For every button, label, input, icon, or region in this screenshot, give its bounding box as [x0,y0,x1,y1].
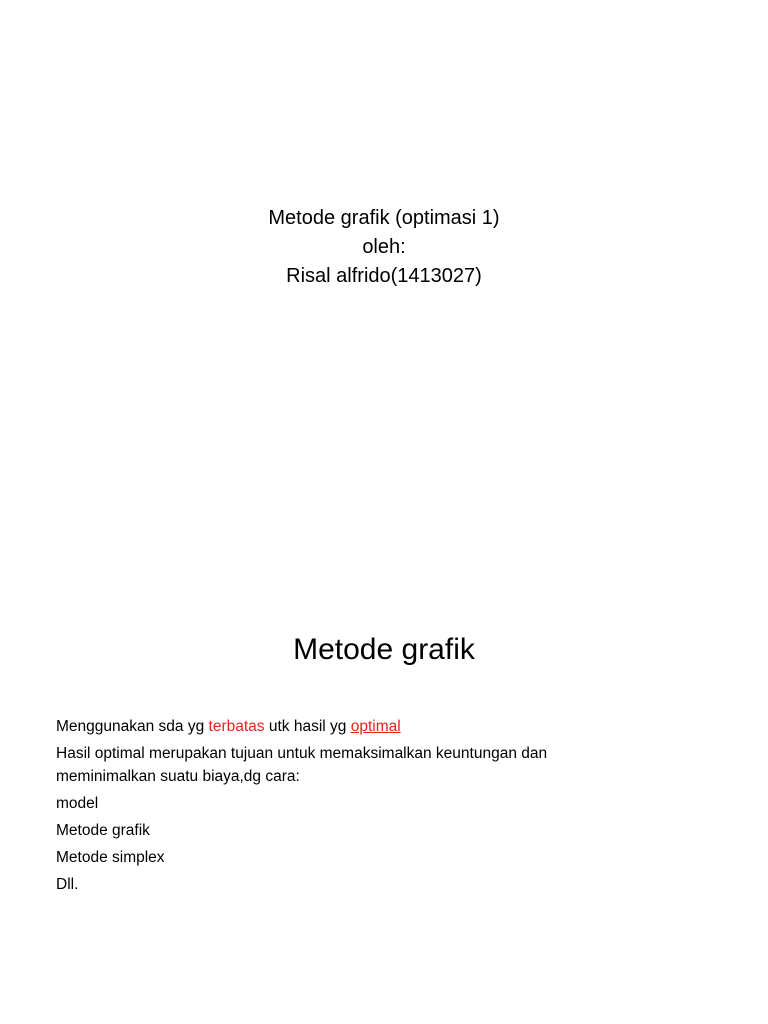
intro-text-1: Menggunakan sda yg [56,718,209,735]
slide-heading: Metode grafik [293,633,475,666]
intro-line [56,715,736,738]
description-line-1: Hasil optimal merupakan tujuan untuk memaksimalkan keuntungan dan [56,745,548,762]
description-line-2: meminimalkan suatu biaya,dg cara: [56,768,300,785]
intro-text-2: utk hasil yg [264,718,351,735]
list-item-model: model [56,795,99,812]
title-block [0,204,768,291]
by-label: oleh: [362,236,406,258]
slide-body [56,715,736,896]
presentation-title: Metode grafik (optimasi 1) [268,207,500,229]
content-slide [0,512,768,1024]
list-item-metode-grafik: Metode grafik [56,822,150,839]
highlight-terbatas: terbatas [208,718,265,735]
highlight-optimal-link[interactable]: optimal [350,718,401,735]
list-item-metode-simplex: Metode simplex [56,849,165,866]
author-name: Risal alfrido(1413027) [286,265,482,287]
list-item-dll: Dll. [56,876,79,893]
